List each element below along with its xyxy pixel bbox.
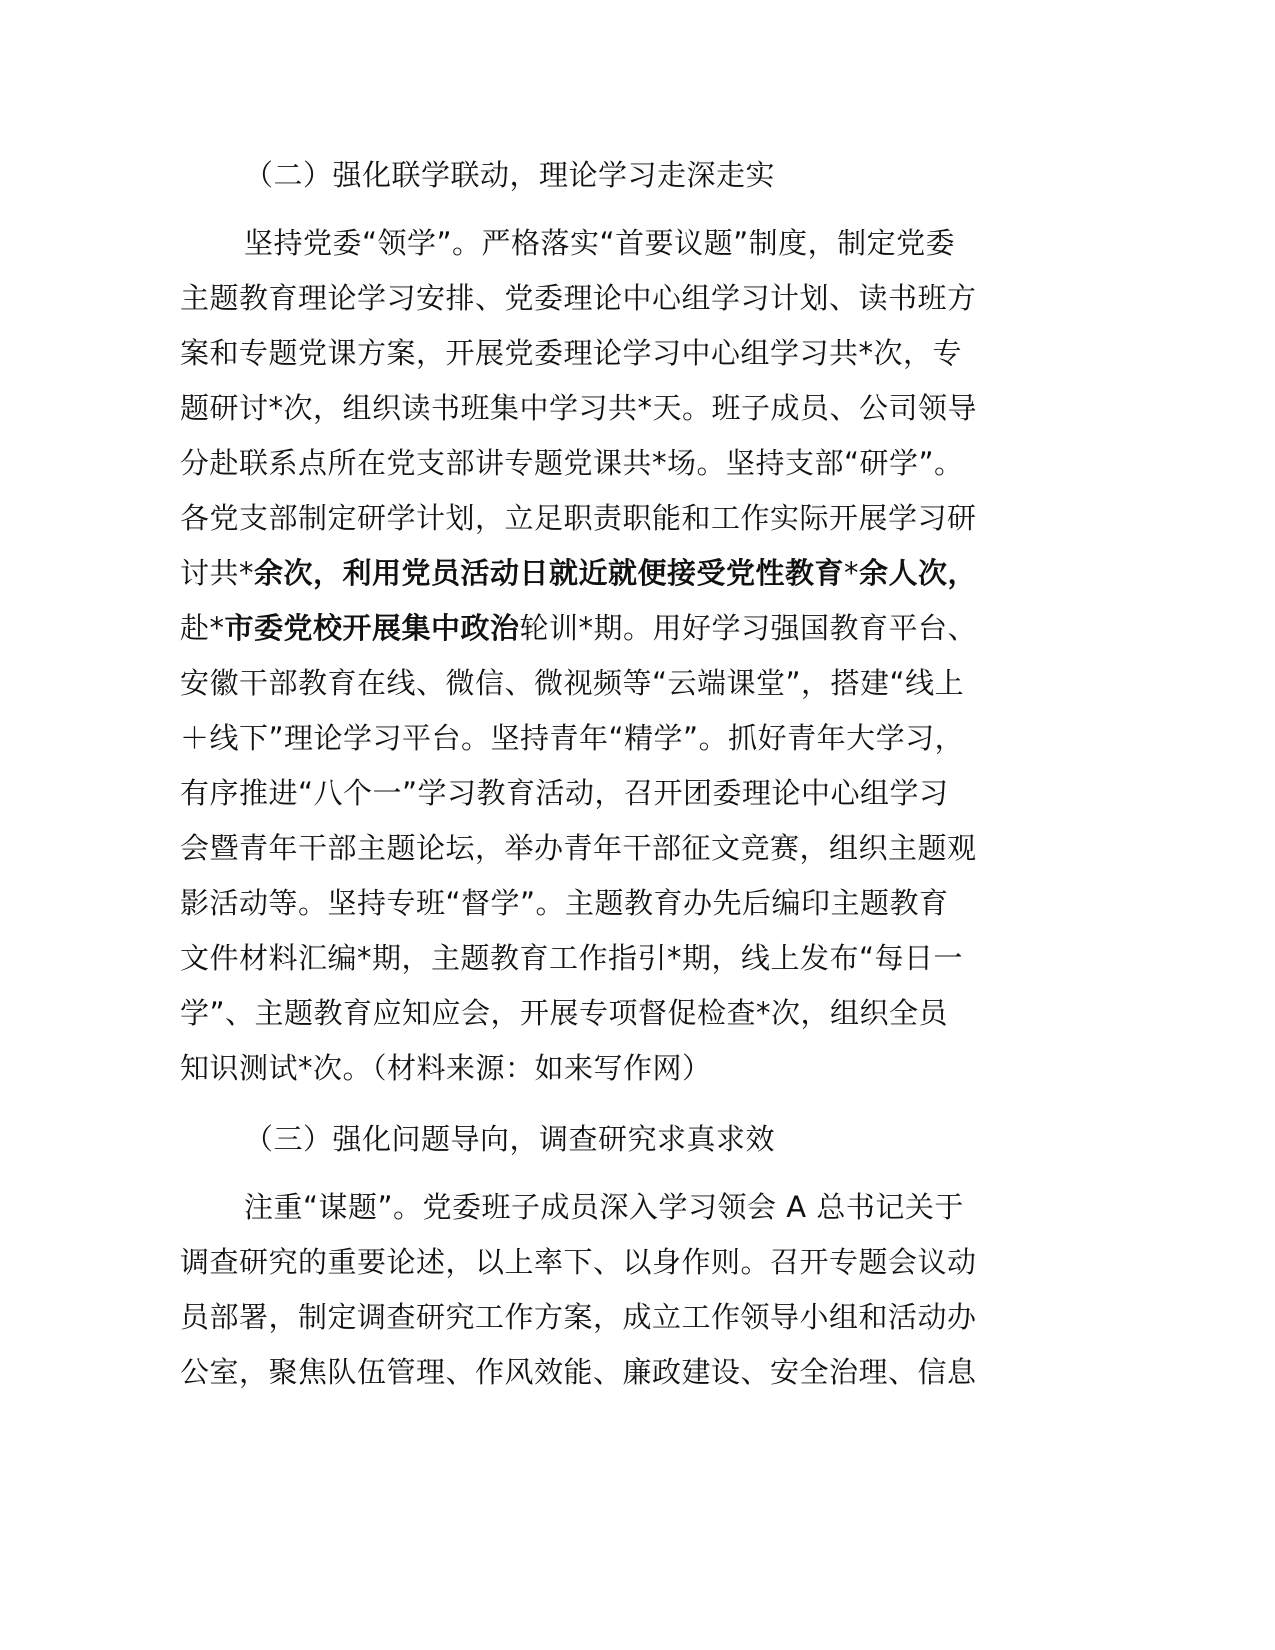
paragraph-line-mixed bbox=[180, 601, 1080, 656]
text-run: 轮训*期。用好学习强国教育平台、 bbox=[519, 611, 978, 645]
section-3-heading: （三）强化问题导向，调查研究求真求效 bbox=[244, 1122, 776, 1156]
paragraph-line: 注重“谋题”。党委班子成员深入学习领会 A 总书记关于 bbox=[244, 1190, 964, 1224]
paragraph-line: 学”、主题教育应知应会，开展专项督促检查*次，组织全员 bbox=[180, 996, 949, 1030]
bold-text-run: 余人次， bbox=[859, 556, 978, 590]
paragraph-line: 各党支部制定研学计划，立足职责职能和工作实际开展学习研 bbox=[180, 501, 977, 535]
section-2-heading: （二）强化联学联动，理论学习走深走实 bbox=[244, 158, 776, 192]
paragraph-line: 公室，聚焦队伍管理、作风效能、廉政建设、安全治理、信息 bbox=[180, 1355, 977, 1389]
paragraph-line: 调查研究的重要论述，以上率下、以身作则。召开专题会议动 bbox=[180, 1245, 977, 1279]
paragraph-line: 知识测试*次。（材料来源：如来写作网） bbox=[180, 1051, 712, 1085]
text-run: 赴* bbox=[180, 611, 225, 645]
text-run: * bbox=[844, 556, 860, 590]
section-2 bbox=[180, 148, 1080, 203]
paragraph-line-mixed bbox=[180, 546, 1080, 601]
paragraph-line: 坚持党委“领学”。严格落实“首要议题”制度，制定党委 bbox=[244, 226, 956, 260]
paragraph-line: ＋线下”理论学习平台。坚持青年“精学”。抓好青年大学习， bbox=[180, 721, 965, 755]
paragraph-line: 会暨青年干部主题论坛，举办青年干部征文竞赛，组织主题观 bbox=[180, 831, 977, 865]
bold-text-run: 市委党校开展集中政治 bbox=[224, 611, 520, 645]
paragraph-line: 分赴联系点所在党支部讲专题党课共*场。坚持支部“研学”。 bbox=[180, 446, 964, 480]
paragraph-1 bbox=[180, 216, 1080, 1096]
paragraph-line: 文件材料汇编*期，主题教育工作指引*期，线上发布“每日一 bbox=[180, 941, 964, 975]
paragraph-line: 有序推进“八个一”学习教育活动，召开团委理论中心组学习 bbox=[180, 776, 949, 810]
text-run: 讨共* bbox=[180, 556, 255, 590]
paragraph-line: 安徽干部教育在线、微信、微视频等“云端课堂”，搭建“线上 bbox=[180, 666, 965, 700]
paragraph-line: 影活动等。坚持专班“督学”。主题教育办先后编印主题教育 bbox=[180, 886, 949, 920]
paragraph-line: 题研讨*次，组织读书班集中学习共*天。班子成员、公司领导 bbox=[180, 391, 978, 425]
bold-text-run: 余次，利用党员活动日就近就便接受党性教育 bbox=[254, 556, 845, 590]
paragraph-line: 主题教育理论学习安排、党委理论中心组学习计划、读书班方 bbox=[180, 281, 977, 315]
paragraph-2 bbox=[180, 1180, 1080, 1400]
paragraph-line: 案和专题党课方案，开展党委理论学习中心组学习共*次，专 bbox=[180, 336, 963, 370]
section-3 bbox=[180, 1112, 1080, 1167]
paragraph-line: 员部署，制定调查研究工作方案，成立工作领导小组和活动办 bbox=[180, 1300, 977, 1334]
